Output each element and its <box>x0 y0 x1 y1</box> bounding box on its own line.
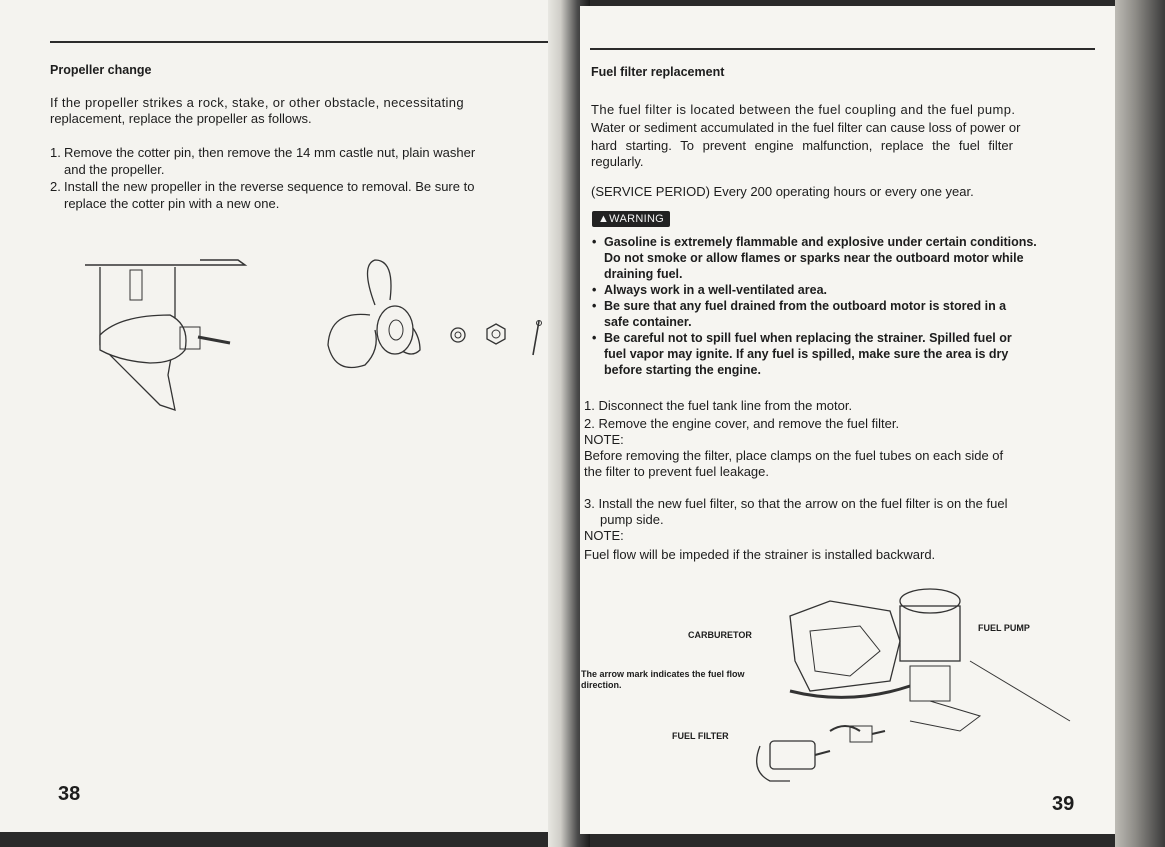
fuel-system-illustration <box>750 581 1080 791</box>
page-number: 38 <box>58 783 81 805</box>
page-edge <box>1115 0 1165 847</box>
carburetor-label: CARBURETOR <box>688 630 752 640</box>
steps-list <box>50 144 568 212</box>
intro-line: replacement, replace the propeller as follows. <box>50 111 312 126</box>
page-number: 39 <box>1052 793 1075 815</box>
arrow-caption: The arrow mark indicates the fuel flow direction. <box>581 669 745 690</box>
washer-icon <box>448 325 468 345</box>
list-item: 2. Install the new propeller in the reverse sequence to removal. Be sure to replace the cotter pin with a new one. <box>50 179 475 211</box>
note-label: NOTE: <box>584 432 624 447</box>
step-2: 2. Remove the engine cover, and remove the fuel filter. <box>584 416 900 431</box>
castle-nut-icon <box>484 322 508 346</box>
warning-list <box>592 234 1092 378</box>
intro-line: The fuel filter is located between the fuel coupling and the fuel pump. <box>591 102 1016 117</box>
list-item: 1. Remove the cotter pin, then remove the 14 mm castle nut, plain washer and the propeller. <box>50 145 476 177</box>
propeller-illustration <box>320 255 430 395</box>
list-item: • Always work in a well-ventilated area. <box>592 283 828 297</box>
intro-line: Water or sediment accumulated in the fuel filter can cause loss of power or <box>591 120 1021 135</box>
note-label: NOTE: <box>584 528 624 543</box>
lower-unit-illustration <box>80 255 250 415</box>
list-item: • Be sure that any fuel drained from the outboard motor is stored in a safe container. <box>592 299 1007 329</box>
warning-badge: ▲WARNING <box>592 211 670 227</box>
step-3-cont: pump side. <box>600 512 664 527</box>
service-period: (SERVICE PERIOD) Every 200 operating hours or every one year. <box>591 184 974 199</box>
top-rule <box>50 41 568 43</box>
note-text: Before removing the filter, place clamps on the fuel tubes on each side of <box>584 448 1004 463</box>
step-3: 3. Install the new fuel filter, so that the arrow on the fuel filter is on the fuel <box>584 496 1008 511</box>
bullet-icon: • <box>592 235 597 249</box>
list-item: • Be careful not to spill fuel when replacing the strainer. Spilled fuel or fuel vapor may ignite. If any fuel is spilled, make sure the area is dry before starting the engine. <box>592 331 1012 377</box>
note-text: the filter to prevent fuel leakage. <box>584 464 770 479</box>
fuel-filter-label: FUEL FILTER <box>672 731 729 741</box>
step-1: 1. Disconnect the fuel tank line from the motor. <box>584 398 853 413</box>
bullet-icon: • <box>592 331 597 345</box>
section-title: Propeller change <box>50 63 152 77</box>
right-page <box>580 6 1115 834</box>
cotter-pin-icon <box>528 318 544 358</box>
list-item: • Gasoline is extremely flammable and explosive under certain conditions. Do not smoke or allow flames or sparks near the outboard motor while draining fuel. <box>592 235 1037 281</box>
top-rule <box>590 48 1095 50</box>
fuel-pump-label: FUEL PUMP <box>978 623 1030 633</box>
intro-line: regularly. <box>591 154 644 169</box>
left-page <box>0 0 568 832</box>
bullet-icon: • <box>592 283 597 297</box>
section-title: Fuel filter replacement <box>591 65 725 79</box>
intro-line: hard starting. To prevent engine malfunction, replace the fuel filter <box>591 138 1013 153</box>
bullet-icon: • <box>592 299 597 313</box>
note-text: Fuel flow will be impeded if the strainer is installed backward. <box>584 547 936 562</box>
intro-line: If the propeller strikes a rock, stake, or other obstacle, necessitating <box>50 95 464 110</box>
